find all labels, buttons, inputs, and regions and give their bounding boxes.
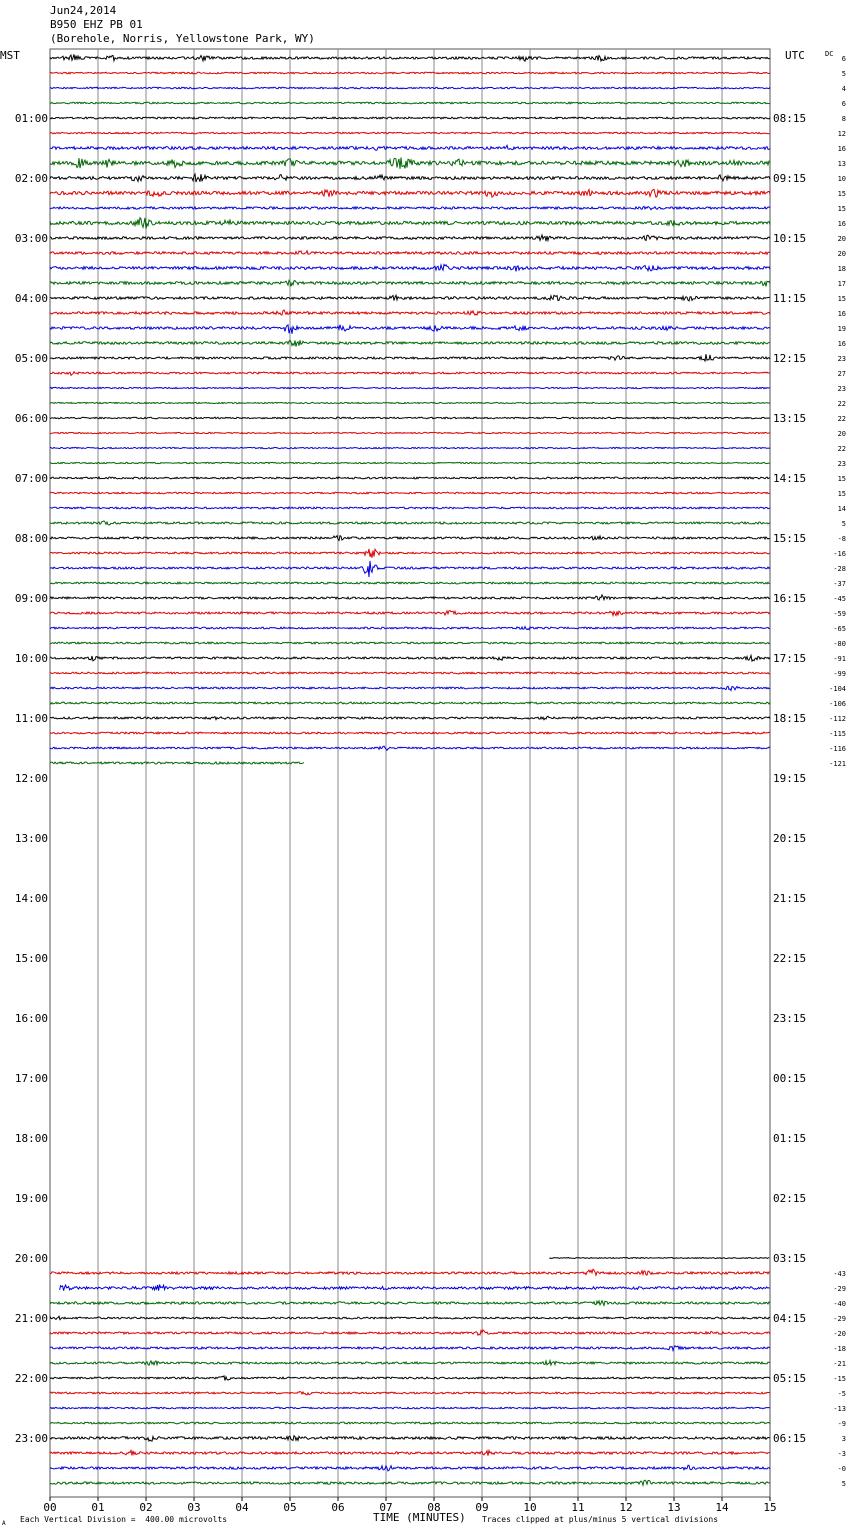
dc-offset-value: 15	[837, 475, 846, 483]
seismic-trace	[50, 521, 770, 525]
seismic-trace	[50, 102, 770, 104]
dc-offset-value: 16	[837, 145, 846, 153]
dc-offset-value: -40	[833, 1300, 846, 1308]
dc-offset-value: -5	[837, 1390, 846, 1398]
utc-hour-label: 00:15	[773, 1072, 807, 1085]
dc-offset-value: -121	[829, 760, 846, 768]
mst-hour-label: 05:00	[14, 352, 48, 365]
dc-offset-value: 23	[837, 355, 846, 363]
seismic-trace	[50, 325, 770, 334]
seismic-trace	[50, 561, 770, 577]
seismic-trace	[50, 310, 770, 315]
mst-hour-label: 02:00	[14, 172, 48, 185]
seismic-trace	[50, 507, 770, 509]
seismic-trace	[50, 655, 770, 661]
dc-offset-value: 5	[841, 70, 846, 78]
seismic-trace	[50, 340, 770, 346]
mst-hour-label: 21:00	[14, 1312, 48, 1325]
dc-offset-value: 23	[837, 460, 846, 468]
dc-offset-value: 15	[837, 205, 846, 213]
seismic-trace	[50, 54, 770, 61]
dc-offset-value: -29	[833, 1285, 846, 1293]
seismic-trace	[50, 387, 770, 388]
seismic-trace	[50, 642, 770, 644]
dc-offset-value: -13	[833, 1405, 846, 1413]
dc-offset-value: -15	[833, 1375, 846, 1383]
dc-offset-value: 13	[837, 160, 846, 168]
seismic-trace	[50, 716, 770, 719]
dc-offset-value: -3	[837, 1450, 846, 1458]
seismic-trace	[50, 595, 770, 600]
seismic-trace	[50, 145, 770, 150]
x-tick-label: 11	[571, 1501, 585, 1514]
station-code: B950 EHZ PB 01	[50, 18, 143, 31]
seismic-trace	[50, 686, 770, 690]
seismic-trace	[50, 235, 770, 241]
mst-hour-label: 17:00	[14, 1072, 48, 1085]
mst-hour-label: 16:00	[14, 1012, 48, 1025]
seismic-trace	[50, 1301, 770, 1306]
seismic-trace	[50, 251, 770, 255]
seismic-trace	[50, 447, 770, 448]
seismic-trace	[50, 492, 770, 494]
dc-offset-value: 18	[837, 265, 846, 273]
seismic-trace	[549, 1258, 769, 1259]
mst-hour-label: 18:00	[14, 1132, 48, 1145]
dc-offset-value: -99	[833, 670, 846, 678]
corner-mark: A	[2, 1520, 6, 1527]
seismic-trace	[50, 280, 770, 286]
seismic-trace	[50, 206, 770, 209]
utc-hour-label: 19:15	[773, 772, 807, 785]
utc-hour-label: 14:15	[773, 472, 807, 485]
utc-hour-label: 04:15	[773, 1312, 807, 1325]
seismic-trace	[50, 265, 770, 272]
seismic-trace	[50, 295, 770, 301]
utc-hour-label: 21:15	[773, 892, 807, 905]
dc-offset-value: -43	[833, 1270, 846, 1278]
x-tick-label: 15	[763, 1501, 777, 1514]
dc-offset-value: -37	[833, 580, 846, 588]
mst-hour-label: 23:00	[14, 1432, 48, 1445]
utc-hour-label: 11:15	[773, 292, 807, 305]
seismic-trace	[50, 402, 770, 403]
dc-offset-value: 6	[841, 55, 846, 63]
dc-offset-value: 16	[837, 340, 846, 348]
x-tick-label: 06	[331, 1501, 345, 1514]
seismic-trace	[50, 189, 770, 197]
dc-offset-header: DC	[825, 50, 834, 58]
seismic-trace	[50, 1436, 770, 1442]
seismic-trace	[50, 462, 770, 463]
dc-offset-value: 15	[837, 295, 846, 303]
dc-offset-value: 12	[837, 130, 846, 138]
utc-hour-label: 05:15	[773, 1372, 807, 1385]
seismic-trace	[50, 1407, 770, 1409]
dc-offset-value: 5	[841, 1480, 846, 1488]
mst-hour-label: 08:00	[14, 532, 48, 545]
utc-hour-label: 03:15	[773, 1252, 807, 1265]
dc-offset-value: -8	[837, 535, 846, 543]
dc-offset-value: -45	[833, 595, 846, 603]
seismic-trace	[50, 174, 770, 182]
seismic-trace	[50, 218, 770, 229]
seismic-trace	[50, 477, 770, 479]
seismic-trace	[50, 117, 770, 119]
seismic-trace	[50, 1346, 770, 1351]
dc-offset-value: -59	[833, 610, 846, 618]
mst-hour-label: 06:00	[14, 412, 48, 425]
mst-hour-label: 22:00	[14, 1372, 48, 1385]
seismic-trace	[50, 1480, 770, 1485]
dc-offset-value: -18	[833, 1345, 846, 1353]
x-tick-label: 02	[139, 1501, 153, 1514]
utc-hour-label: 17:15	[773, 652, 807, 665]
x-tick-label: 12	[619, 1501, 633, 1514]
seismic-trace	[50, 1361, 770, 1366]
seismic-trace	[50, 549, 770, 558]
dc-offset-value: 20	[837, 430, 846, 438]
seismic-trace	[50, 87, 770, 89]
x-tick-label: 08	[427, 1501, 441, 1514]
utc-hour-label: 06:15	[773, 1432, 807, 1445]
utc-hour-label: 18:15	[773, 712, 807, 725]
dc-offset-value: -104	[829, 685, 846, 693]
x-tick-label: 04	[235, 1501, 249, 1514]
dc-offset-value: 27	[837, 370, 846, 378]
mst-hour-label: 09:00	[14, 592, 48, 605]
mst-hour-label: 13:00	[14, 832, 48, 845]
dc-offset-value: 4	[841, 85, 846, 93]
right-timezone-label: UTC	[785, 49, 805, 62]
mst-hour-label: 10:00	[14, 652, 48, 665]
dc-offset-value: -91	[833, 655, 846, 663]
x-tick-label: 01	[91, 1501, 105, 1514]
mst-hour-label: 01:00	[14, 112, 48, 125]
mst-hour-label: 15:00	[14, 952, 48, 965]
dc-offset-value: 22	[837, 415, 846, 423]
seismic-trace	[50, 582, 770, 584]
dc-offset-value: -80	[833, 640, 846, 648]
seismic-trace	[60, 1285, 770, 1291]
dc-offset-value: 22	[837, 400, 846, 408]
dc-offset-value: -106	[829, 700, 846, 708]
dc-offset-value: -65	[833, 625, 846, 633]
mst-hour-label: 20:00	[14, 1252, 48, 1265]
dc-offset-value: -28	[833, 565, 846, 573]
dc-offset-value: 8	[841, 115, 846, 123]
seismic-trace	[50, 611, 770, 616]
utc-hour-label: 22:15	[773, 952, 807, 965]
seismic-trace	[50, 536, 770, 541]
seismic-trace	[50, 1465, 770, 1471]
mst-hour-label: 07:00	[14, 472, 48, 485]
x-tick-label: 00	[43, 1501, 57, 1514]
utc-hour-label: 15:15	[773, 532, 807, 545]
seismic-trace	[50, 1316, 770, 1319]
dc-offset-value: 5	[841, 520, 846, 528]
dc-offset-value: -115	[829, 730, 846, 738]
x-tick-label: 05	[283, 1501, 297, 1514]
seismic-trace	[50, 732, 770, 734]
utc-hour-label: 09:15	[773, 172, 807, 185]
x-tick-label: 13	[667, 1501, 681, 1514]
dc-offset-value: -0	[837, 1465, 846, 1473]
left-timezone-label: MST	[0, 49, 20, 62]
mst-hour-label: 03:00	[14, 232, 48, 245]
dc-offset-value: 22	[837, 445, 846, 453]
x-tick-label: 07	[379, 1501, 393, 1514]
dc-offset-value: 20	[837, 235, 846, 243]
mst-hour-label: 12:00	[14, 772, 48, 785]
seismic-trace	[50, 1450, 770, 1455]
seismic-trace	[50, 1422, 770, 1424]
x-tick-label: 09	[475, 1501, 489, 1514]
dc-offset-value: -29	[833, 1315, 846, 1323]
dc-offset-value: -116	[829, 745, 846, 753]
x-tick-label: 03	[187, 1501, 201, 1514]
dc-offset-value: -16	[833, 550, 846, 558]
mst-hour-label: 14:00	[14, 892, 48, 905]
mst-hour-label: 19:00	[14, 1192, 48, 1205]
scale-note: Each Vertical Division = 400.00 microvolts	[20, 1515, 228, 1524]
utc-hour-label: 23:15	[773, 1012, 807, 1025]
seismic-trace	[50, 702, 770, 704]
dc-offset-value: 23	[837, 385, 846, 393]
station-location: (Borehole, Norris, Yellowstone Park, WY)	[50, 32, 315, 45]
dc-offset-value: 15	[837, 190, 846, 198]
utc-hour-label: 10:15	[773, 232, 807, 245]
dc-offset-value: 17	[837, 280, 846, 288]
seismic-trace	[50, 762, 304, 764]
x-axis-title: TIME (MINUTES)	[373, 1511, 466, 1524]
utc-hour-label: 08:15	[773, 112, 807, 125]
dc-offset-value: -9	[837, 1420, 846, 1428]
seismic-trace	[50, 372, 770, 376]
seismic-trace	[50, 1330, 770, 1335]
seismic-trace	[50, 627, 770, 630]
seismic-trace	[50, 132, 770, 134]
seismic-trace	[50, 354, 770, 361]
clip-note: Traces clipped at plus/minus 5 vertical divisions	[482, 1515, 719, 1524]
seismic-trace	[50, 746, 770, 750]
dc-offset-value: 3	[841, 1435, 846, 1443]
dc-offset-value: 19	[837, 325, 846, 333]
dc-offset-value: 6	[841, 100, 846, 108]
utc-hour-label: 01:15	[773, 1132, 807, 1145]
plot-frame	[50, 49, 770, 1497]
dc-offset-value: -21	[833, 1360, 846, 1368]
seismic-trace	[50, 158, 770, 169]
mst-hour-label: 04:00	[14, 292, 48, 305]
dc-offset-value: 10	[837, 175, 846, 183]
dc-offset-value: 20	[837, 250, 846, 258]
x-tick-label: 14	[715, 1501, 729, 1514]
dc-offset-value: 16	[837, 310, 846, 318]
utc-hour-label: 12:15	[773, 352, 807, 365]
dc-offset-value: 15	[837, 490, 846, 498]
seismic-trace	[50, 72, 770, 74]
utc-hour-label: 02:15	[773, 1192, 807, 1205]
mst-hour-label: 11:00	[14, 712, 48, 725]
dc-offset-value: -20	[833, 1330, 846, 1338]
utc-hour-label: 13:15	[773, 412, 807, 425]
dc-offset-value: 16	[837, 220, 846, 228]
seismic-trace	[50, 432, 770, 433]
seismic-trace	[50, 1269, 770, 1275]
x-tick-label: 10	[523, 1501, 537, 1514]
seismic-trace	[50, 1376, 770, 1381]
seismic-trace	[50, 417, 770, 419]
utc-hour-label: 20:15	[773, 832, 807, 845]
dc-offset-value: 14	[837, 505, 846, 513]
utc-hour-label: 16:15	[773, 592, 807, 605]
record-date: Jun24,2014	[50, 4, 117, 17]
seismic-trace	[50, 672, 770, 674]
dc-offset-value: -112	[829, 715, 846, 723]
seismic-trace	[50, 1392, 770, 1395]
